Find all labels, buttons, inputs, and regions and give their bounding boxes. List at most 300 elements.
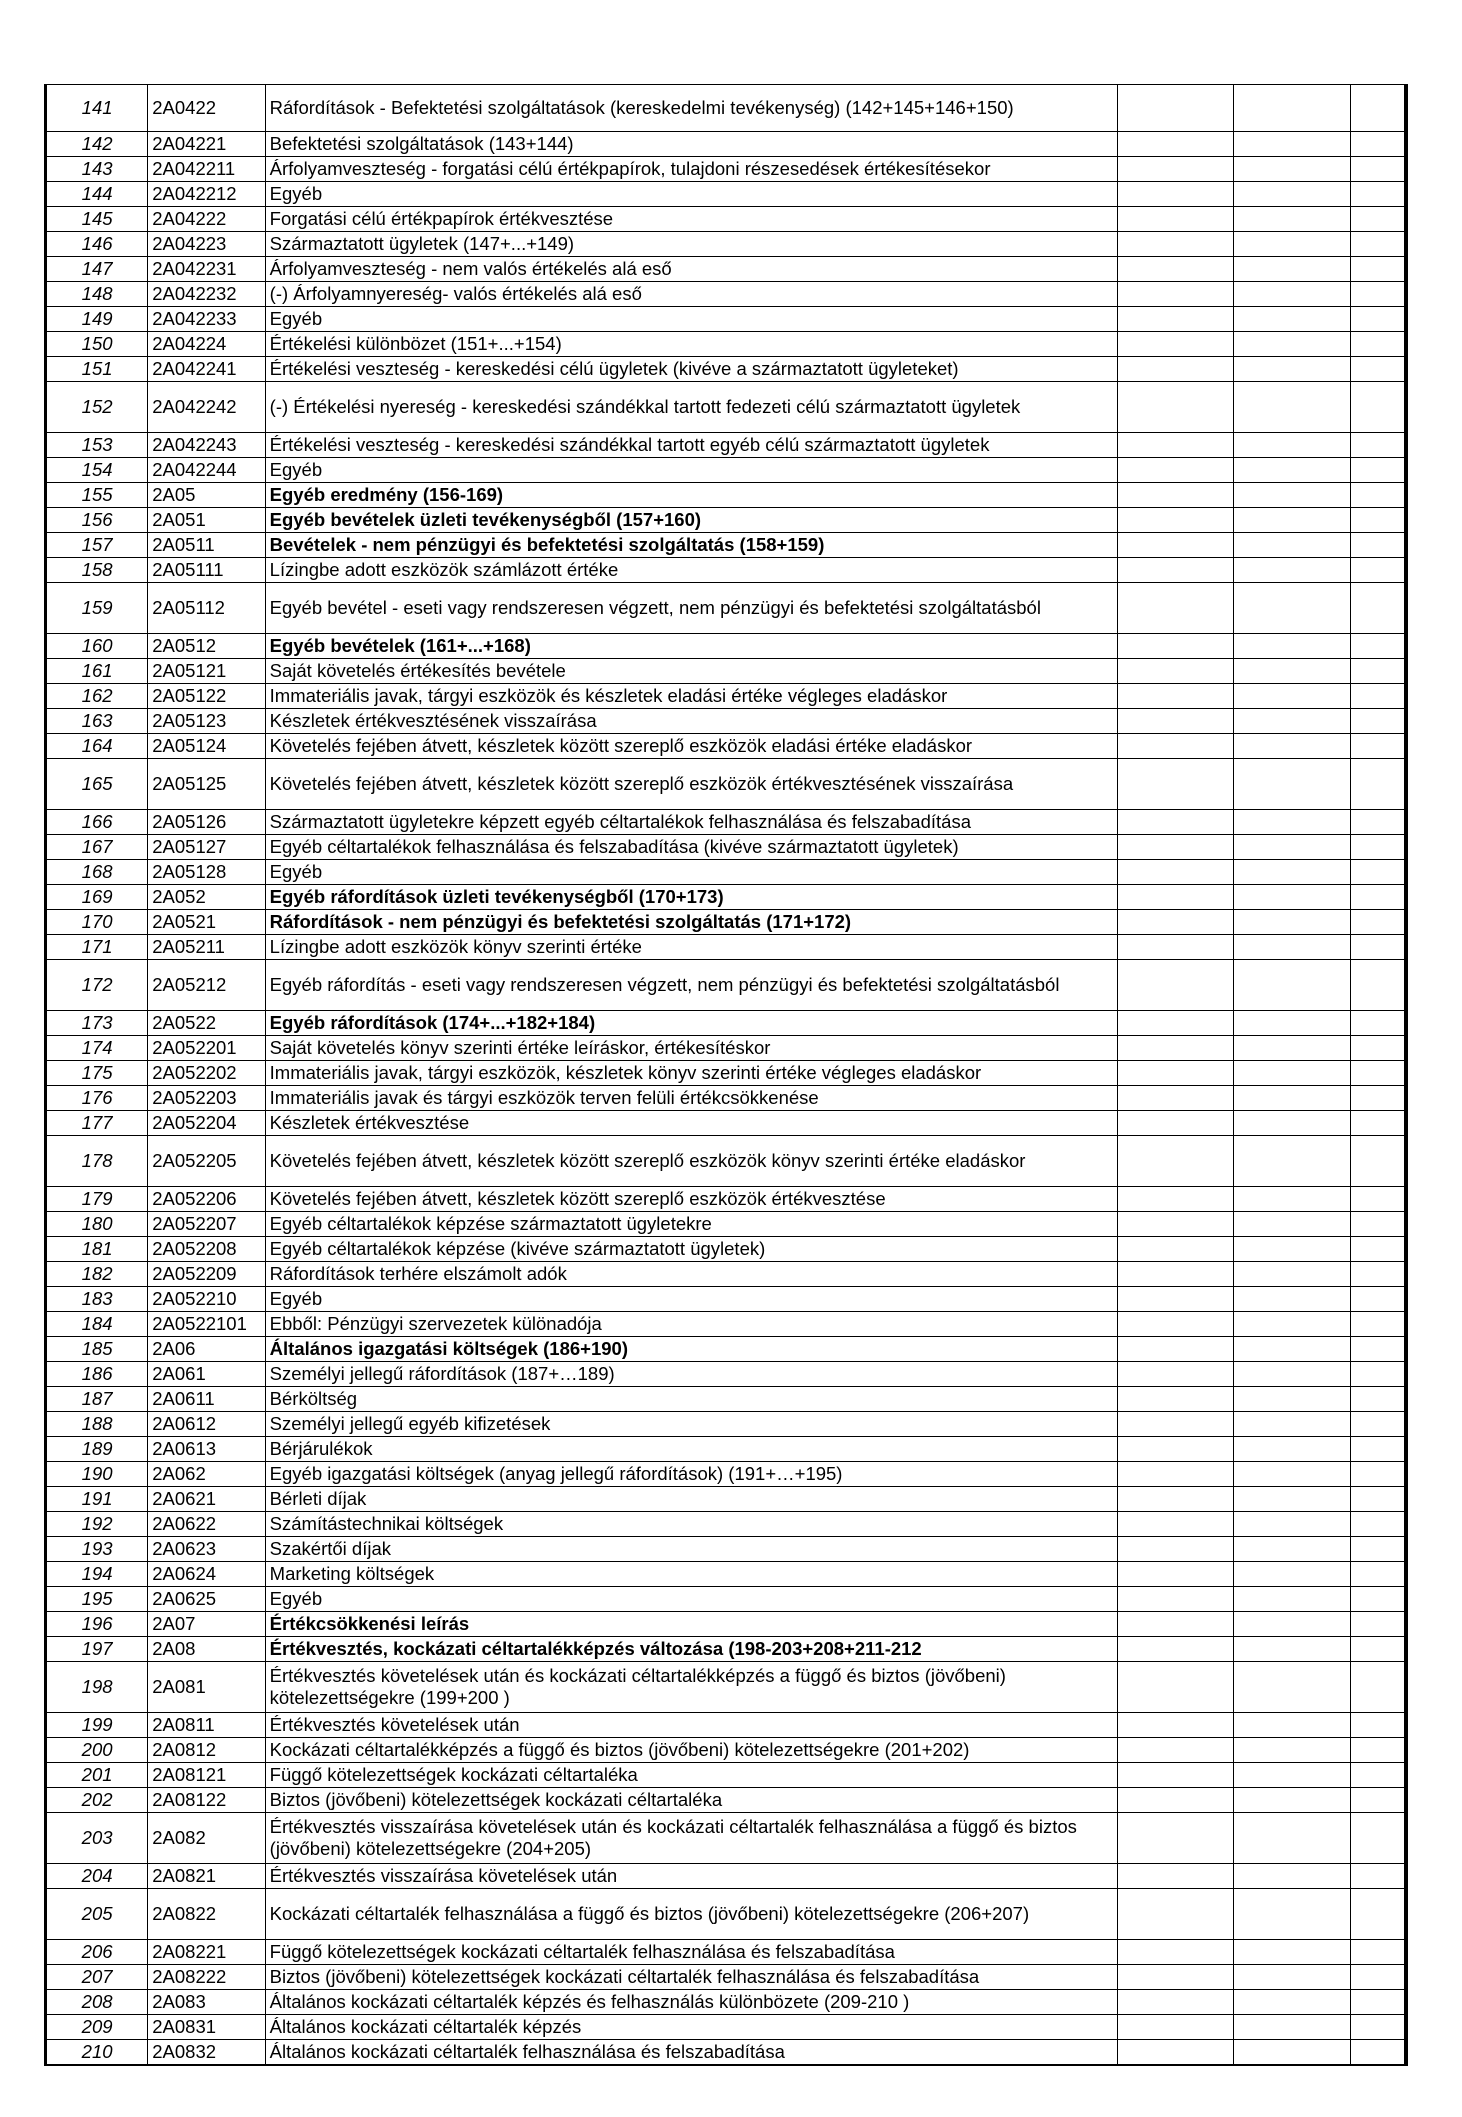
value-cell-3 (1350, 684, 1406, 709)
table-row (46, 1036, 1407, 1061)
value-cell-3 (1350, 483, 1406, 508)
value-cell-2 (1234, 1011, 1350, 1036)
value-cell-1 (1117, 810, 1233, 835)
table-row (46, 182, 1407, 207)
value-cell-2 (1234, 1237, 1350, 1262)
row-code-cell: 2A0622 (148, 1512, 265, 1537)
value-cell-2 (1234, 433, 1350, 458)
value-cell-3 (1350, 1036, 1406, 1061)
row-code-cell: 2A052209 (148, 1262, 265, 1287)
value-cell-2 (1234, 558, 1350, 583)
table-row (46, 1965, 1407, 1990)
table-row (46, 960, 1407, 1011)
table-row (46, 132, 1407, 157)
value-cell-1 (1117, 1111, 1233, 1136)
value-cell-1 (1117, 583, 1233, 634)
value-cell-1 (1117, 1940, 1233, 1965)
value-cell-3 (1350, 709, 1406, 734)
row-number-cell: 148 (46, 282, 148, 307)
value-cell-3 (1350, 910, 1406, 935)
table-row (46, 835, 1407, 860)
row-code-cell: 2A0512 (148, 634, 265, 659)
row-number-cell: 193 (46, 1537, 148, 1562)
row-code-cell: 2A05121 (148, 659, 265, 684)
row-code-cell: 2A042244 (148, 458, 265, 483)
row-code-cell: 2A0611 (148, 1387, 265, 1412)
row-code-cell: 2A0623 (148, 1537, 265, 1562)
row-number-cell: 182 (46, 1262, 148, 1287)
table-row (46, 1437, 1407, 1462)
table-row (46, 433, 1407, 458)
row-description-cell: Ráfordítások - nem pénzügyi és befektetési szolgáltatás (171+172) (265, 910, 1117, 935)
value-cell-1 (1117, 1562, 1233, 1587)
table-row (46, 1011, 1407, 1036)
row-number-cell: 156 (46, 508, 148, 533)
table-row (46, 1587, 1407, 1612)
value-cell-3 (1350, 1212, 1406, 1237)
value-cell-1 (1117, 734, 1233, 759)
value-cell-2 (1234, 1713, 1350, 1738)
value-cell-1 (1117, 1637, 1233, 1662)
value-cell-2 (1234, 2040, 1350, 2066)
row-description-cell: Lízingbe adott eszközök könyv szerinti értéke (265, 935, 1117, 960)
row-code-cell: 2A052210 (148, 1287, 265, 1312)
row-code-cell: 2A0812 (148, 1738, 265, 1763)
value-cell-3 (1350, 2040, 1406, 2066)
value-cell-2 (1234, 85, 1350, 132)
row-description-cell: Értékelési veszteség - kereskedési szándékkal tartott egyéb célú származtatott ügyletek (265, 433, 1117, 458)
table-row (46, 1287, 1407, 1312)
row-code-cell: 2A0624 (148, 1562, 265, 1587)
row-description-cell: Értékvesztés visszaírása követelések után (265, 1864, 1117, 1889)
row-description-cell: Egyéb bevételek üzleti tevékenységből (157+160) (265, 508, 1117, 533)
table-row (46, 1813, 1407, 1864)
row-code-cell: 2A052204 (148, 1111, 265, 1136)
row-number-cell: 201 (46, 1763, 148, 1788)
row-number-cell: 191 (46, 1487, 148, 1512)
value-cell-1 (1117, 1990, 1233, 2015)
row-description-cell: Lízingbe adott eszközök számlázott értéke (265, 558, 1117, 583)
value-cell-2 (1234, 1061, 1350, 1086)
value-cell-3 (1350, 533, 1406, 558)
value-cell-3 (1350, 1612, 1406, 1637)
row-description-cell: Saját követelés értékesítés bevétele (265, 659, 1117, 684)
row-code-cell: 2A06 (148, 1337, 265, 1362)
row-number-cell: 202 (46, 1788, 148, 1813)
row-number-cell: 195 (46, 1587, 148, 1612)
row-code-cell: 2A08122 (148, 1788, 265, 1813)
row-code-cell: 2A042242 (148, 382, 265, 433)
value-cell-2 (1234, 1036, 1350, 1061)
value-cell-2 (1234, 1287, 1350, 1312)
value-cell-1 (1117, 1537, 1233, 1562)
value-cell-2 (1234, 282, 1350, 307)
row-code-cell: 2A0831 (148, 2015, 265, 2040)
value-cell-1 (1117, 1086, 1233, 1111)
value-cell-1 (1117, 2040, 1233, 2066)
value-cell-2 (1234, 860, 1350, 885)
value-cell-2 (1234, 1512, 1350, 1537)
value-cell-2 (1234, 583, 1350, 634)
value-cell-3 (1350, 1889, 1406, 1940)
table-row (46, 1713, 1407, 1738)
value-cell-1 (1117, 483, 1233, 508)
table-row (46, 558, 1407, 583)
value-cell-2 (1234, 634, 1350, 659)
row-description-cell: Általános kockázati céltartalék képzés és felhasználás különbözete (209-210 ) (265, 1990, 1117, 2015)
value-cell-1 (1117, 1362, 1233, 1387)
value-cell-1 (1117, 1612, 1233, 1637)
table-row (46, 1864, 1407, 1889)
table-row (46, 1889, 1407, 1940)
row-number-cell: 144 (46, 182, 148, 207)
value-cell-2 (1234, 1864, 1350, 1889)
row-description-cell: Függő kötelezettségek kockázati céltartaléka (265, 1763, 1117, 1788)
row-code-cell: 2A05126 (148, 810, 265, 835)
value-cell-2 (1234, 357, 1350, 382)
value-cell-1 (1117, 1337, 1233, 1362)
row-code-cell: 2A05111 (148, 558, 265, 583)
table-row (46, 2015, 1407, 2040)
row-number-cell: 190 (46, 1462, 148, 1487)
value-cell-3 (1350, 1237, 1406, 1262)
row-code-cell: 2A052208 (148, 1237, 265, 1262)
value-cell-3 (1350, 1111, 1406, 1136)
row-code-cell: 2A05125 (148, 759, 265, 810)
row-description-cell: Követelés fejében átvett, készletek között szereplő eszközök értékvesztésének visszaírása (265, 759, 1117, 810)
row-number-cell: 163 (46, 709, 148, 734)
table-row (46, 734, 1407, 759)
row-number-cell: 150 (46, 332, 148, 357)
value-cell-1 (1117, 709, 1233, 734)
value-cell-2 (1234, 835, 1350, 860)
row-number-cell: 160 (46, 634, 148, 659)
value-cell-3 (1350, 1738, 1406, 1763)
row-number-cell: 205 (46, 1889, 148, 1940)
row-number-cell: 142 (46, 132, 148, 157)
value-cell-3 (1350, 1262, 1406, 1287)
table-row (46, 508, 1407, 533)
row-description-cell: Egyéb céltartalékok képzése származtatott ügyletekre (265, 1212, 1117, 1237)
value-cell-3 (1350, 1086, 1406, 1111)
value-cell-3 (1350, 1487, 1406, 1512)
row-code-cell: 2A0511 (148, 533, 265, 558)
row-code-cell: 2A05212 (148, 960, 265, 1011)
value-cell-1 (1117, 1965, 1233, 1990)
value-cell-3 (1350, 332, 1406, 357)
value-cell-1 (1117, 910, 1233, 935)
row-number-cell: 176 (46, 1086, 148, 1111)
value-cell-3 (1350, 85, 1406, 132)
table-row (46, 1537, 1407, 1562)
value-cell-2 (1234, 1136, 1350, 1187)
value-cell-1 (1117, 157, 1233, 182)
row-description-cell: Marketing költségek (265, 1562, 1117, 1587)
row-description-cell: Értékvesztés visszaírása követelések után és kockázati céltartalék felhasználása a függő és biztos (jövőbeni) kötelezettségekre (204+205) (265, 1813, 1117, 1864)
row-description-cell: Függő kötelezettségek kockázati céltartalék felhasználása és felszabadítása (265, 1940, 1117, 1965)
row-description-cell: Követelés fejében átvett, készletek között szereplő eszközök eladási értéke eladáskor (265, 734, 1117, 759)
value-cell-3 (1350, 257, 1406, 282)
row-code-cell: 2A051 (148, 508, 265, 533)
value-cell-2 (1234, 1738, 1350, 1763)
value-cell-2 (1234, 232, 1350, 257)
value-cell-3 (1350, 1337, 1406, 1362)
row-code-cell: 2A07 (148, 1612, 265, 1637)
value-cell-1 (1117, 1713, 1233, 1738)
table-row (46, 684, 1407, 709)
value-cell-3 (1350, 1537, 1406, 1562)
row-description-cell: Ráfordítások - Befektetési szolgáltatások (kereskedelmi tevékenység) (142+145+146+150) (265, 85, 1117, 132)
row-code-cell: 2A042232 (148, 282, 265, 307)
table-row (46, 1387, 1407, 1412)
row-code-cell: 2A0613 (148, 1437, 265, 1462)
value-cell-1 (1117, 508, 1233, 533)
value-cell-3 (1350, 1437, 1406, 1462)
value-cell-3 (1350, 1412, 1406, 1437)
value-cell-3 (1350, 1990, 1406, 2015)
value-cell-3 (1350, 1788, 1406, 1813)
row-description-cell: Saját követelés könyv szerinti értéke leíráskor, értékesítéskor (265, 1036, 1117, 1061)
table-row (46, 483, 1407, 508)
row-number-cell: 186 (46, 1362, 148, 1387)
value-cell-3 (1350, 232, 1406, 257)
value-cell-3 (1350, 1662, 1406, 1713)
row-number-cell: 147 (46, 257, 148, 282)
value-cell-3 (1350, 835, 1406, 860)
row-number-cell: 141 (46, 85, 148, 132)
row-number-cell: 200 (46, 1738, 148, 1763)
value-cell-1 (1117, 182, 1233, 207)
value-cell-1 (1117, 533, 1233, 558)
table-row (46, 1337, 1407, 1362)
value-cell-1 (1117, 1738, 1233, 1763)
value-cell-1 (1117, 935, 1233, 960)
row-number-cell: 207 (46, 1965, 148, 1990)
value-cell-1 (1117, 1312, 1233, 1337)
row-code-cell: 2A05124 (148, 734, 265, 759)
row-code-cell: 2A081 (148, 1662, 265, 1713)
row-number-cell: 180 (46, 1212, 148, 1237)
table-row (46, 709, 1407, 734)
row-code-cell: 2A0521 (148, 910, 265, 935)
value-cell-3 (1350, 1587, 1406, 1612)
table-row (46, 157, 1407, 182)
table-row (46, 1212, 1407, 1237)
value-cell-3 (1350, 282, 1406, 307)
row-description-cell: Kockázati céltartalék felhasználása a függő és biztos (jövőbeni) kötelezettségekre (206+207) (265, 1889, 1117, 1940)
row-description-cell: (-) Árfolyamnyereség- valós értékelés alá eső (265, 282, 1117, 307)
row-description-cell: Árfolyamveszteség - nem valós értékelés alá eső (265, 257, 1117, 282)
row-description-cell: Egyéb céltartalékok felhasználása és felszabadítása (kivéve származtatott ügyletek) (265, 835, 1117, 860)
row-number-cell: 179 (46, 1187, 148, 1212)
value-cell-2 (1234, 1637, 1350, 1662)
value-cell-2 (1234, 684, 1350, 709)
row-number-cell: 164 (46, 734, 148, 759)
value-cell-2 (1234, 759, 1350, 810)
row-code-cell: 2A05112 (148, 583, 265, 634)
value-cell-1 (1117, 282, 1233, 307)
value-cell-3 (1350, 433, 1406, 458)
value-cell-1 (1117, 1864, 1233, 1889)
value-cell-1 (1117, 1487, 1233, 1512)
row-code-cell: 2A052202 (148, 1061, 265, 1086)
row-number-cell: 165 (46, 759, 148, 810)
table-row (46, 759, 1407, 810)
value-cell-3 (1350, 1287, 1406, 1312)
value-cell-3 (1350, 1763, 1406, 1788)
table-row (46, 1187, 1407, 1212)
value-cell-3 (1350, 307, 1406, 332)
value-cell-3 (1350, 382, 1406, 433)
row-description-cell: Egyéb igazgatási költségek (anyag jellegű ráfordítások) (191+…+195) (265, 1462, 1117, 1487)
table-row (46, 1086, 1407, 1111)
row-description-cell: Bérleti díjak (265, 1487, 1117, 1512)
row-code-cell: 2A05122 (148, 684, 265, 709)
value-cell-1 (1117, 232, 1233, 257)
row-code-cell: 2A05 (148, 483, 265, 508)
row-description-cell: Értékelési különbözet (151+...+154) (265, 332, 1117, 357)
table-row (46, 1362, 1407, 1387)
row-number-cell: 166 (46, 810, 148, 835)
value-cell-3 (1350, 1362, 1406, 1387)
row-code-cell: 2A05127 (148, 835, 265, 860)
row-description-cell: Immateriális javak, tárgyi eszközök, készletek könyv szerinti értéke végleges eladáskor (265, 1061, 1117, 1086)
value-cell-1 (1117, 357, 1233, 382)
value-cell-3 (1350, 1965, 1406, 1990)
value-cell-2 (1234, 1965, 1350, 1990)
row-number-cell: 167 (46, 835, 148, 860)
value-cell-2 (1234, 1412, 1350, 1437)
row-number-cell: 169 (46, 885, 148, 910)
table-row (46, 307, 1407, 332)
value-cell-2 (1234, 182, 1350, 207)
value-cell-1 (1117, 307, 1233, 332)
table-row (46, 1990, 1407, 2015)
value-cell-1 (1117, 1813, 1233, 1864)
table-row (46, 910, 1407, 935)
table-row (46, 1487, 1407, 1512)
value-cell-2 (1234, 157, 1350, 182)
value-cell-2 (1234, 458, 1350, 483)
row-description-cell: Általános igazgatási költségek (186+190) (265, 1337, 1117, 1362)
row-description-cell: Általános kockázati céltartalék képzés (265, 2015, 1117, 2040)
value-cell-1 (1117, 759, 1233, 810)
table-row (46, 382, 1407, 433)
table-row (46, 332, 1407, 357)
value-cell-1 (1117, 1788, 1233, 1813)
value-cell-3 (1350, 1512, 1406, 1537)
value-cell-2 (1234, 659, 1350, 684)
row-code-cell: 2A042231 (148, 257, 265, 282)
value-cell-2 (1234, 1562, 1350, 1587)
table-row (46, 257, 1407, 282)
value-cell-2 (1234, 508, 1350, 533)
row-description-cell: Egyéb (265, 307, 1117, 332)
value-cell-1 (1117, 1512, 1233, 1537)
value-cell-2 (1234, 132, 1350, 157)
table-row (46, 1136, 1407, 1187)
row-code-cell: 2A04221 (148, 132, 265, 157)
value-cell-1 (1117, 684, 1233, 709)
value-cell-3 (1350, 1312, 1406, 1337)
value-cell-2 (1234, 332, 1350, 357)
value-cell-2 (1234, 533, 1350, 558)
row-number-cell: 175 (46, 1061, 148, 1086)
table-row (46, 1111, 1407, 1136)
value-cell-2 (1234, 1813, 1350, 1864)
value-cell-1 (1117, 960, 1233, 1011)
value-cell-1 (1117, 1889, 1233, 1940)
value-cell-3 (1350, 182, 1406, 207)
row-description-cell: Ráfordítások terhére elszámolt adók (265, 1262, 1117, 1287)
value-cell-1 (1117, 207, 1233, 232)
value-cell-2 (1234, 207, 1350, 232)
table-row (46, 1738, 1407, 1763)
row-description-cell: Ebből: Pénzügyi szervezetek különadója (265, 1312, 1117, 1337)
table-row (46, 533, 1407, 558)
value-cell-1 (1117, 382, 1233, 433)
row-code-cell: 2A08121 (148, 1763, 265, 1788)
table-row (46, 1940, 1407, 1965)
value-cell-2 (1234, 1990, 1350, 2015)
row-description-cell: Egyéb céltartalékok képzése (kivéve származtatott ügyletek) (265, 1237, 1117, 1262)
row-code-cell: 2A0621 (148, 1487, 265, 1512)
table-row (46, 1061, 1407, 1086)
value-cell-3 (1350, 810, 1406, 835)
value-cell-1 (1117, 132, 1233, 157)
value-cell-1 (1117, 1237, 1233, 1262)
row-number-cell: 206 (46, 1940, 148, 1965)
row-code-cell: 2A04222 (148, 207, 265, 232)
value-cell-3 (1350, 1562, 1406, 1587)
row-description-cell: Egyéb bevételek (161+...+168) (265, 634, 1117, 659)
value-cell-2 (1234, 1763, 1350, 1788)
value-cell-3 (1350, 357, 1406, 382)
value-cell-1 (1117, 2015, 1233, 2040)
row-description-cell: Befektetési szolgáltatások (143+144) (265, 132, 1117, 157)
row-description-cell: Biztos (jövőbeni) kötelezettségek kockázati céltartalék felhasználása és felszabadítása (265, 1965, 1117, 1990)
table-row (46, 1612, 1407, 1637)
row-description-cell: Értékvesztés követelések után és kockázati céltartalékképzés a függő és biztos (jövőbeni) kötelezettségekre (199+200 ) (265, 1662, 1117, 1713)
value-cell-3 (1350, 860, 1406, 885)
value-cell-1 (1117, 1212, 1233, 1237)
row-number-cell: 168 (46, 860, 148, 885)
row-number-cell: 143 (46, 157, 148, 182)
row-code-cell: 2A061 (148, 1362, 265, 1387)
value-cell-3 (1350, 207, 1406, 232)
value-cell-2 (1234, 1537, 1350, 1562)
row-number-cell: 185 (46, 1337, 148, 1362)
row-description-cell: Forgatási célú értékpapírok értékvesztése (265, 207, 1117, 232)
value-cell-2 (1234, 483, 1350, 508)
value-cell-1 (1117, 558, 1233, 583)
row-code-cell: 2A05211 (148, 935, 265, 960)
value-cell-3 (1350, 1940, 1406, 1965)
table-row (46, 583, 1407, 634)
row-description-cell: Személyi jellegű ráfordítások (187+…189) (265, 1362, 1117, 1387)
table-row (46, 1412, 1407, 1437)
value-cell-1 (1117, 1187, 1233, 1212)
value-cell-1 (1117, 257, 1233, 282)
row-description-cell: Egyéb eredmény (156-169) (265, 483, 1117, 508)
table-row (46, 2040, 1407, 2066)
value-cell-1 (1117, 85, 1233, 132)
table-row (46, 885, 1407, 910)
value-cell-2 (1234, 1788, 1350, 1813)
value-cell-3 (1350, 1011, 1406, 1036)
value-cell-2 (1234, 1462, 1350, 1487)
row-description-cell: Egyéb (265, 860, 1117, 885)
